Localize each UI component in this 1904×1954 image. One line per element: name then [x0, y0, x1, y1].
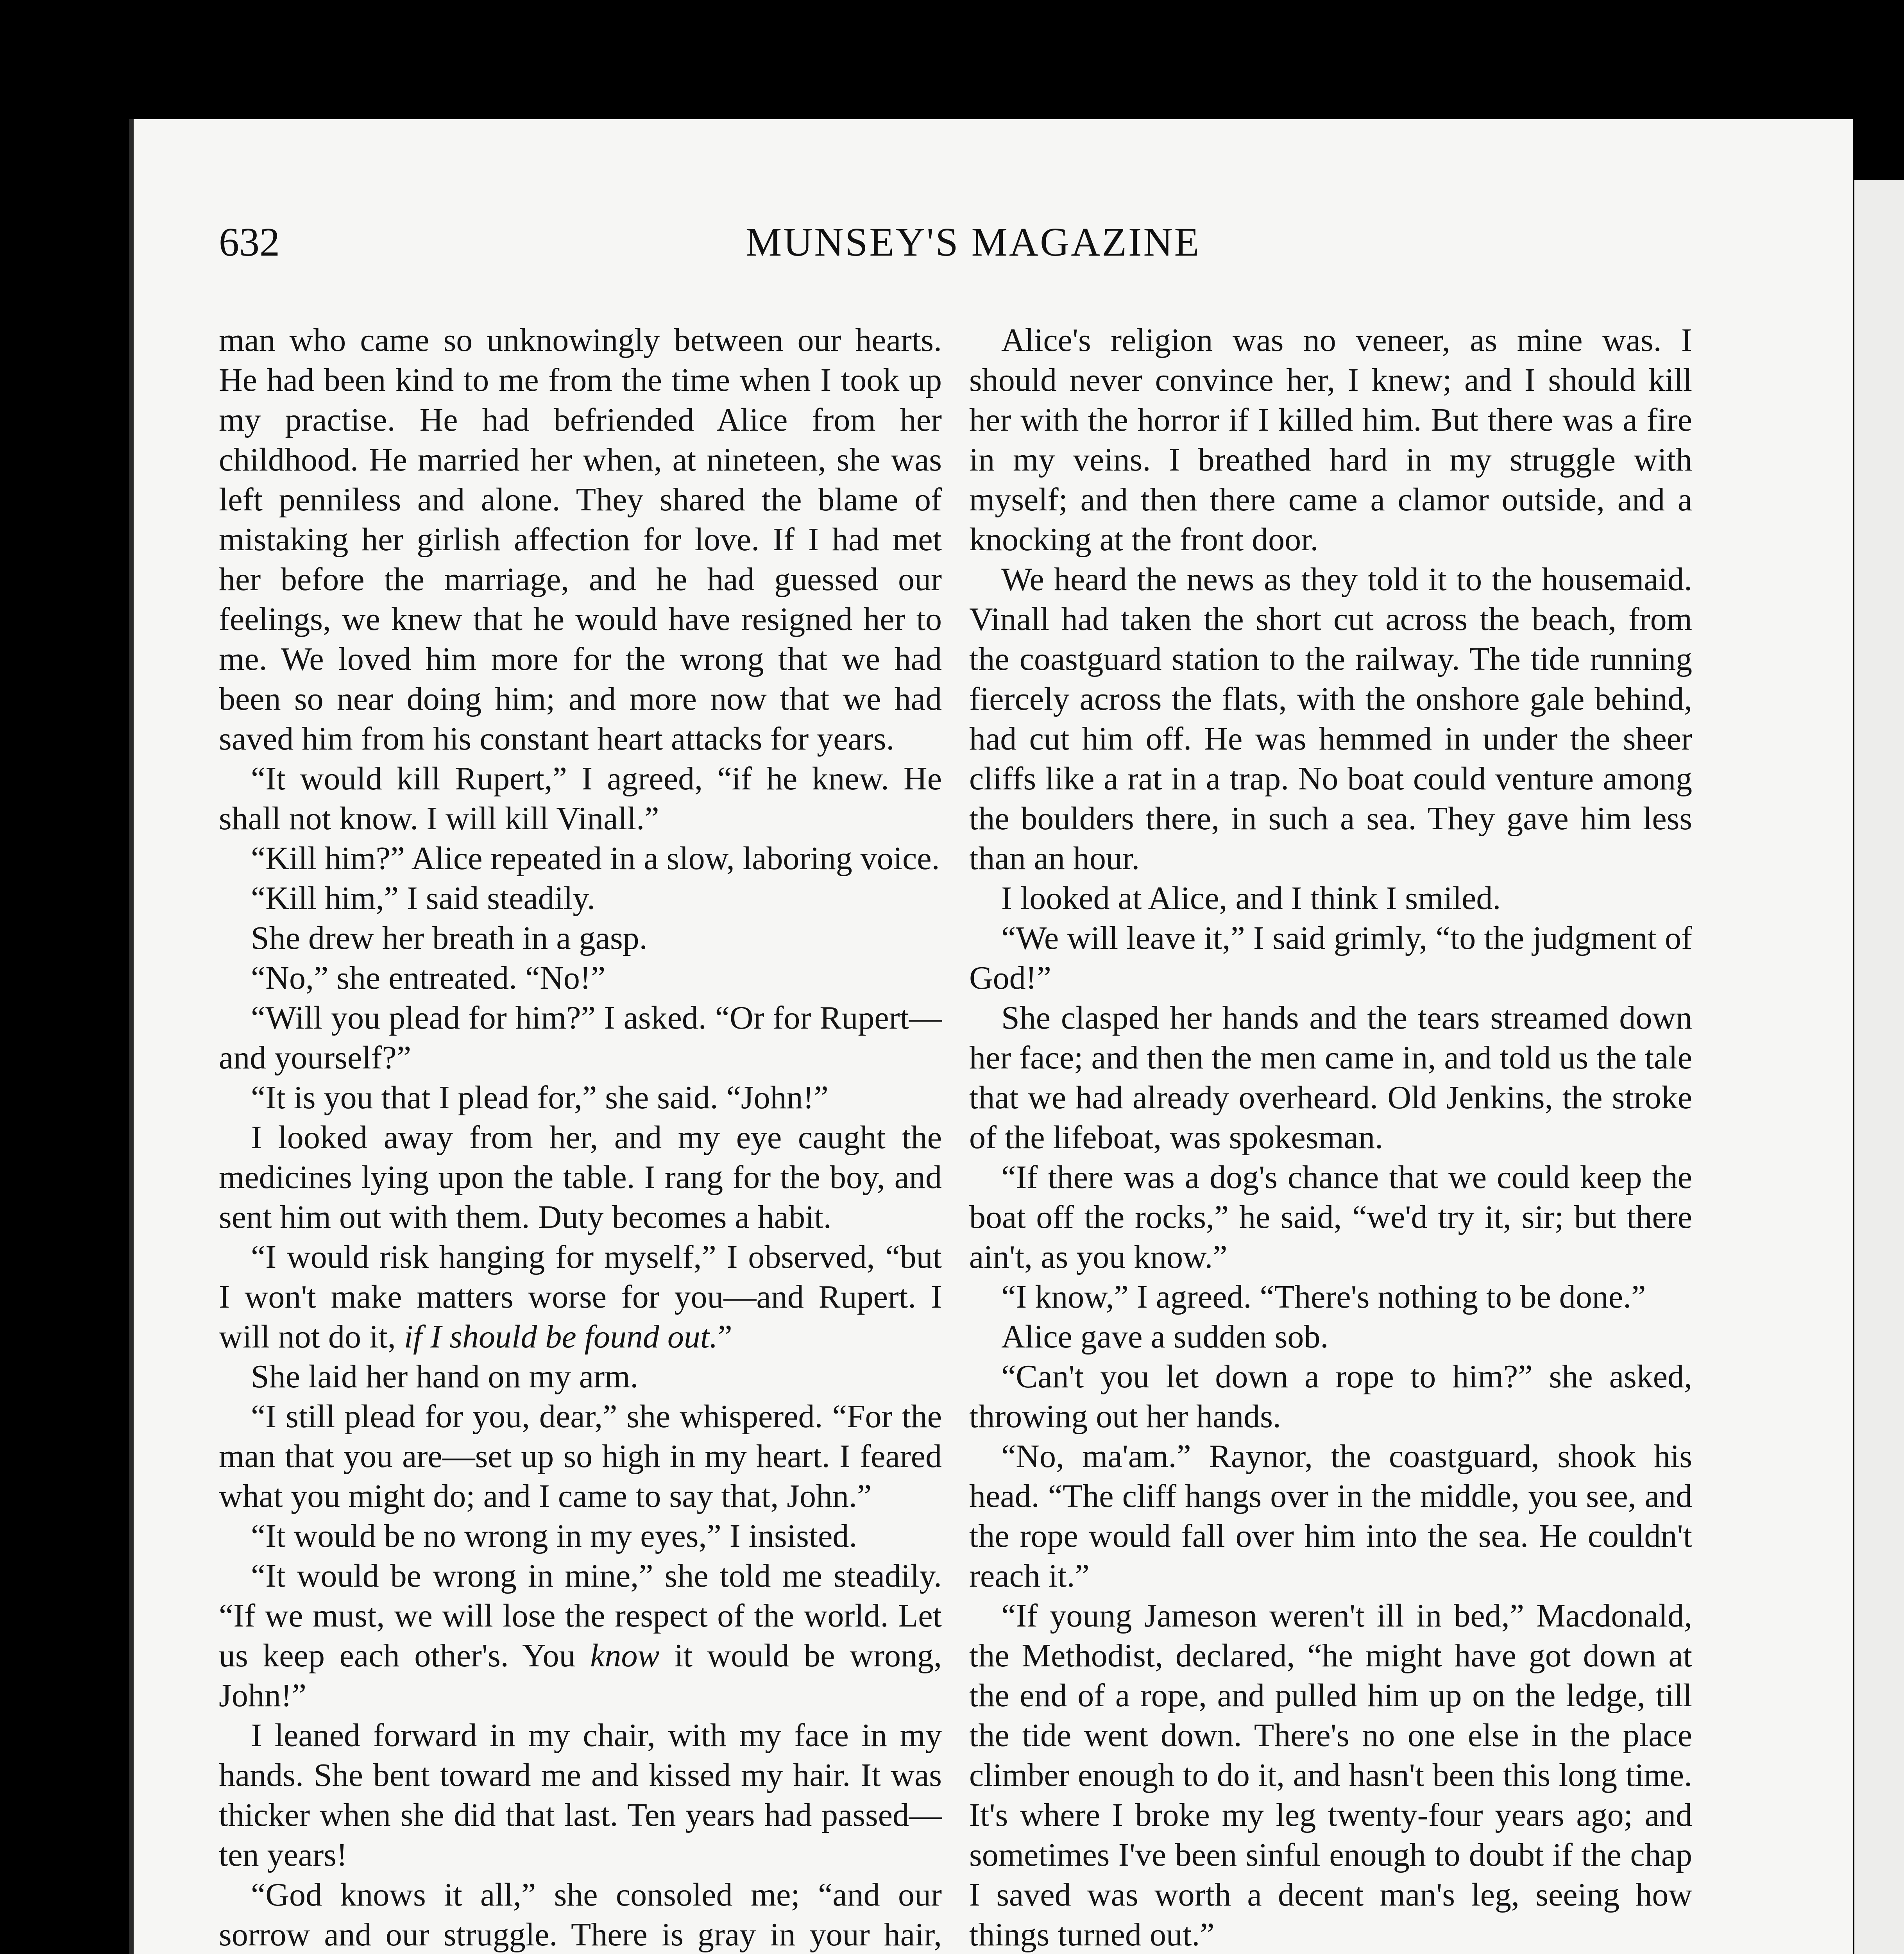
page-number: 632 — [219, 220, 280, 265]
paragraph — [219, 918, 942, 958]
paragraph-text: “Kill him,” I said steadily. — [251, 880, 596, 916]
paragraph — [219, 1516, 942, 1556]
paragraph — [219, 1716, 942, 1875]
right-text-column — [969, 320, 1692, 1954]
paragraph-text: “It would be wrong in mine,” she told me steadily. “If we must, we will lose the respect of the world. Let us keep each other's. You — [219, 1558, 942, 1674]
paragraph-text: “If young Jameson weren't ill in bed,” Macdonald, the Methodist, declared, “he might have got down at the end of a rope, and pulled him up on the ledge, till the tide went down. There's no one else in the place climber enough to do it, and hasn't been this long time. It's where I broke my leg twenty-four years ago; and sometimes I've been sinful enough to doubt if the chap I saved was worth a decent man's leg, seeing how things turned out.” — [969, 1598, 1692, 1953]
paragraph — [969, 879, 1692, 918]
paragraph-text: “God knows it all,” she consoled me; “and our sorrow and our struggle. There is gray in your hair, — [219, 1877, 942, 1953]
paragraph — [219, 1118, 942, 1237]
paragraph — [969, 1277, 1692, 1317]
paragraph-text: Alice gave a sudden sob. — [1001, 1319, 1329, 1355]
facing-page-edge — [1854, 180, 1904, 1954]
paragraph — [219, 879, 942, 918]
paragraph-text: “If there was a dog's chance that we could keep the boat off the rocks,” he said, “we'd try it, sir; but there ain't, as you know.” — [969, 1159, 1692, 1275]
paragraph — [219, 1875, 942, 1954]
paragraph — [969, 560, 1692, 879]
paragraph — [969, 1317, 1692, 1357]
paragraph-text: “No,” she entreated. “No!” — [251, 960, 606, 996]
paragraph-text: “It would kill Rupert,” I agreed, “if he knew. He shall not know. I will kill Vinall.” — [219, 760, 942, 837]
paragraph-text: Alice's religion was no veneer, as mine was. I should never convince her, I knew; and I should kill her with the horror if I killed him. But there was a fire in my veins. I breathed hard in my struggle with myself; and then there came a clamor outside, and a knocking at the front door. — [969, 322, 1692, 558]
page-header — [219, 219, 1727, 270]
paragraph — [219, 1237, 942, 1357]
paragraph-text: man who came so unknowingly between our hearts. He had been kind to me from the time when I took up my practise. He had befriended Alice from her childhood. He married her when, at nineteen, she was left penniless and alone. They shared the blame of mistaking her girlish affection for love. If I had met her before the marriage, and he had guessed our feelings, we knew that he would have resigned her to me. We loved him more for the wrong that we had been so near doing him; and more now that we had saved him from his constant heart attacks for years. — [219, 322, 942, 757]
paragraph — [969, 1158, 1692, 1277]
paragraph-text: “We will leave it,” I said grimly, “to the judgment of God!” — [969, 920, 1692, 996]
paragraph — [219, 998, 942, 1078]
paragraph-text: “I would risk hanging for myself,” I observed, “but I won't make matters worse for you—and Rupert. I will not do it, — [219, 1239, 942, 1355]
paragraph-text-tail: it would be wrong, John!” — [219, 1637, 942, 1714]
paragraph — [969, 1357, 1692, 1437]
paragraph-text-tail: ” — [718, 1319, 732, 1355]
paragraph-text: “Will you plead for him?” I asked. “Or for Rupert—and yourself?” — [219, 1000, 942, 1076]
paragraph — [219, 1397, 942, 1516]
paragraph — [969, 1596, 1692, 1954]
paragraph-text: She laid her hand on my arm. — [251, 1358, 639, 1395]
paragraph-text: “Can't you let down a rope to him?” she asked, throwing out her hands. — [969, 1358, 1692, 1435]
paragraph — [219, 759, 942, 839]
paragraph-text: I leaned forward in my chair, with my face in my hands. She bent toward me and kissed my hair. It was thicker when she did that last. Ten years had passed—ten years! — [219, 1717, 942, 1873]
paragraph — [219, 320, 942, 759]
paragraph-text: “Kill him?” Alice repeated in a slow, laboring voice. — [251, 840, 940, 877]
paragraph-text: I looked at Alice, and I think I smiled. — [1001, 880, 1501, 916]
italic-text: if I should be found out. — [404, 1319, 718, 1355]
paragraph-text: “I still plead for you, dear,” she whispered. “For the man that you are—set up so high in my heart. I feared what you might do; and I came to say that, John.” — [219, 1398, 942, 1514]
paragraph — [969, 1437, 1692, 1596]
paragraph — [969, 918, 1692, 998]
paragraph — [219, 839, 942, 879]
italic-text: know — [590, 1637, 660, 1674]
paragraph-text: We heard the news as they told it to the housemaid. Vinall had taken the short cut across the beach, from the coastguard station to the railway. The tide running fiercely across the flats, with the onshore gale behind, had cut him off. He was hemmed in under the sheer cliffs like a rat in a trap. No boat could venture among the boulders there, in such a sea. They gave him less than an hour. — [969, 561, 1692, 877]
paragraph — [219, 958, 942, 998]
paragraph-text: “It is you that I plead for,” she said. “John!” — [251, 1079, 829, 1116]
paragraph — [969, 998, 1692, 1158]
paragraph-text: “No, ma'am.” Raynor, the coastguard, shook his head. “The cliff hangs over in the middle, you see, and the rope would fall over him into the sea. He couldn't reach it.” — [969, 1438, 1692, 1594]
paragraph — [219, 1078, 942, 1118]
running-head: MUNSEY'S MAGAZINE — [745, 220, 1201, 265]
paragraph — [969, 320, 1692, 560]
left-text-column — [219, 320, 942, 1954]
paragraph-text: She clasped her hands and the tears streamed down her face; and then the men came in, and told us the tale that we had already overheard. Old Jenkins, the stroke of the lifeboat, was spokesman. — [969, 1000, 1692, 1156]
paragraph-text: She drew her breath in a gasp. — [251, 920, 648, 956]
paragraph-text: “I know,” I agreed. “There's nothing to be done.” — [1001, 1279, 1646, 1315]
paragraph-text: I looked away from her, and my eye caught the medicines lying upon the table. I rang for the boy, and sent him out with them. Duty becomes a habit. — [219, 1119, 942, 1235]
paragraph — [219, 1556, 942, 1716]
paragraph — [219, 1357, 942, 1397]
paragraph-text: “It would be no wrong in my eyes,” I insisted. — [251, 1518, 857, 1554]
